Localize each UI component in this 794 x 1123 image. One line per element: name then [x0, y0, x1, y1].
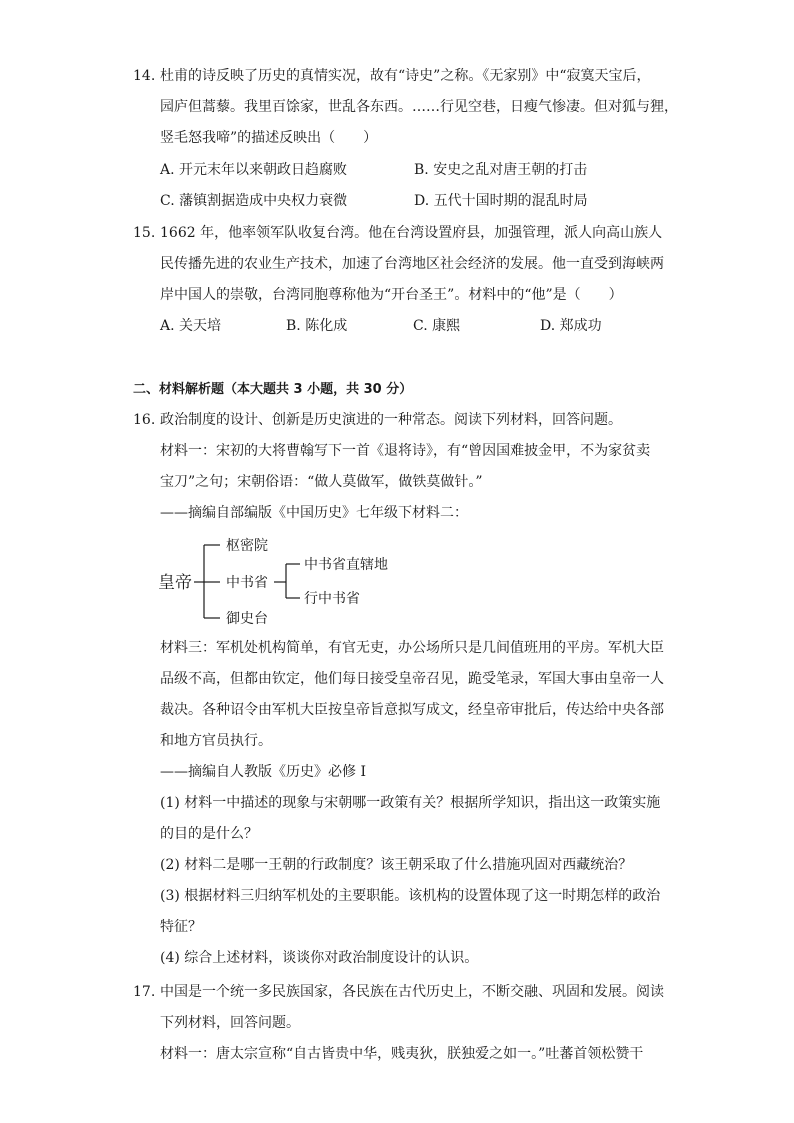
question-17-line-2: 下列材料，回答问题。 [160, 1015, 300, 1031]
question-17-line-3: 材料一：唐太宗宣称“自古皆贵中华，贱夷狄，朕独爱之如一。”吐蕃首领松赞干 [160, 1046, 644, 1062]
question-17-number: 17. [133, 984, 156, 1000]
diagram-xingzhongshu: 行中书省 [304, 591, 360, 607]
material-3-line-3: 裁决。各种诏令由军机大臣按皇帝旨意拟写成文，经皇帝审批后，传达给中央各部 [160, 702, 664, 718]
question-16-intro: 政治制度的设计、创新是历史演进的一种常态。阅读下列材料，回答问题。 [160, 412, 622, 428]
question-16-number: 16. [133, 412, 156, 428]
question-15-option-b[interactable]: B. 陈化成 [286, 318, 348, 334]
question-14-line-3: 竖毛怒我啼”的描述反映出（ ） [160, 130, 378, 146]
material-1-line-1: 材料一：宋初的大将曹翰写下一首《退将诗》，有“曾因国难披金甲，不为家贫卖 [160, 443, 651, 459]
administrative-structure-diagram [156, 530, 396, 630]
question-15-number: 15. [133, 225, 156, 241]
material-3-line-1: 材料三：军机处机构简单，有官无吏，办公场所只是几间值班用的平房。军机大臣 [160, 640, 664, 656]
diagram-zhixiadi: 中书省直辖地 [304, 557, 388, 573]
sub-question-1-line-1: (1) 材料一中描述的现象与宋朝哪一政策有关？根据所学知识，指出这一政策实施 [160, 795, 661, 811]
material-3-line-2: 品级不高，但都由钦定，他们每日接受皇帝召见，跪受笔录，军国大事由皇帝一人 [160, 671, 664, 687]
sub-question-4: (4) 综合上述材料，谈谈你对政治制度设计的认识。 [160, 950, 479, 966]
question-15-line-2: 民传播先进的农业生产技术，加速了台湾地区社会经济的发展。他一直受到海峡两 [160, 256, 664, 272]
question-14-option-c[interactable]: C. 藩镇割据造成中央权力衰微 [160, 193, 348, 209]
question-14-option-b[interactable]: B. 安史之乱对唐王朝的打击 [414, 162, 588, 178]
question-17-line-1: 中国是一个统一多民族国家，各民族在古代历史上，不断交融、巩固和发展。阅读 [160, 984, 664, 1000]
material-3-source: ——摘编自人教版《历史》必修 I [160, 764, 366, 780]
question-14-line-2: 园庐但蒿藜。我里百馀家，世乱各东西。……行见空巷，日瘦气惨凄。但对狐与狸， [160, 99, 678, 115]
sub-question-3-line-2: 特征？ [160, 919, 202, 935]
question-14-option-a[interactable]: A. 开元末年以来朝政日趋腐败 [160, 162, 348, 178]
question-14-option-d[interactable]: D. 五代十国时期的混乱时局 [414, 193, 588, 209]
diagram-zhongshusheng: 中书省 [226, 575, 268, 591]
question-15-option-a[interactable]: A. 关天培 [160, 318, 222, 334]
question-14-line-1: 杜甫的诗反映了历史的真情实况，故有“诗史”之称。《无家别》中“寂寞天宝后， [160, 68, 651, 84]
sub-question-1-line-2: 的目的是什么？ [160, 826, 258, 842]
question-15-line-1: 1662 年，他率领军队收复台湾。他在台湾设置府县，加强管理，派人向高山族人 [160, 225, 663, 241]
section-2-heading: 二、材料解析题（本大题共 3 小题，共 30 分） [133, 382, 413, 397]
question-15-line-3: 岸中国人的崇敬，台湾同胞尊称他为“开台圣王”。材料中的“他”是（ ） [160, 287, 623, 303]
question-15-option-c[interactable]: C. 康熙 [413, 318, 461, 334]
diagram-shumiyuan: 枢密院 [226, 538, 268, 554]
material-3-line-4: 和地方官员执行。 [160, 733, 272, 749]
sub-question-3-line-1: (3) 根据材料三归纳军机处的主要职能。该机构的设置体现了这一时期怎样的政治 [160, 888, 661, 904]
question-15-option-d[interactable]: D. 郑成功 [540, 318, 602, 334]
material-1-line-2: 宝刀”之句；宋朝俗语：“做人莫做军，做铁莫做针。” [160, 474, 483, 490]
question-14-number: 14. [133, 68, 156, 84]
diagram-yushitai: 御史台 [226, 611, 268, 627]
material-1-source: ——摘编自部编版《中国历史》七年级下材料二： [160, 505, 468, 521]
diagram-emperor: 皇帝 [158, 573, 192, 593]
sub-question-2: (2) 材料二是哪一王朝的行政制度？该王朝采取了什么措施巩固对西藏统治？ [160, 857, 633, 873]
